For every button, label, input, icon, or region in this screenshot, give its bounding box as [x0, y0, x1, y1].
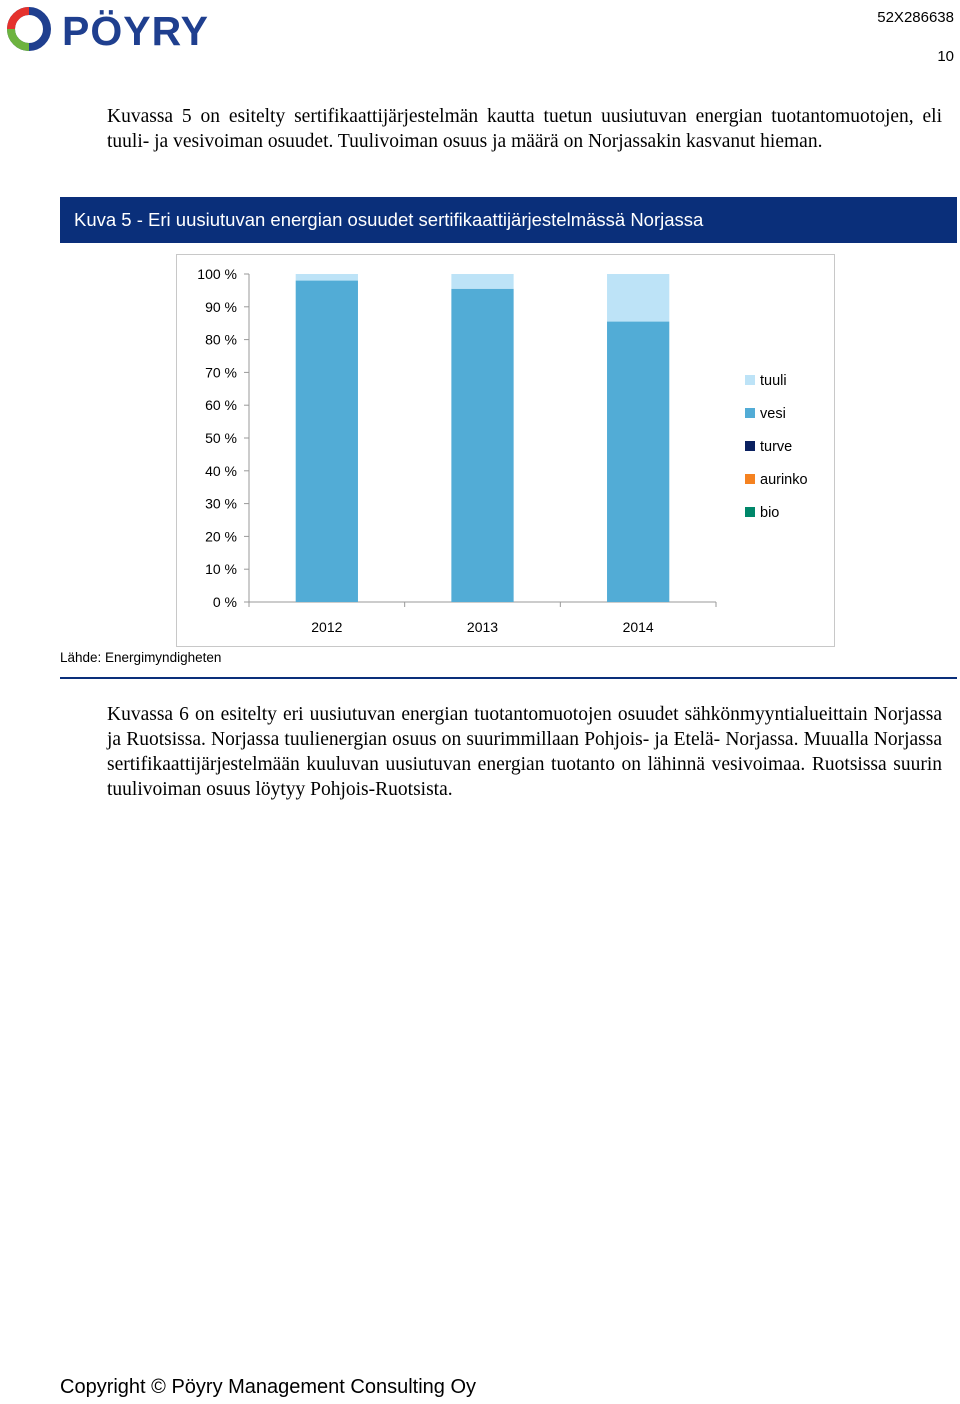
bar-tuuli-2013 — [451, 274, 513, 289]
poyry-logo-icon — [6, 6, 58, 52]
legend-swatch-turve — [745, 441, 755, 451]
y-tick-label: 80 % — [205, 331, 237, 348]
legend-label-bio: bio — [760, 505, 780, 521]
legend-swatch-tuuli — [745, 375, 755, 385]
legend-label-tuuli: tuuli — [760, 373, 787, 389]
legend-label-turve: turve — [760, 439, 793, 455]
paragraph-regions: Kuvassa 6 on esitelty eri uusiutuvan energian tuotantomuotojen osuudet sähkönmyyntialueittain Norjassa ja Ruotsissa. Norjassa tuulienergian osuus on suurimmillaan Pohjois- ja Etelä- Norjassa. Muualla Norjassa sertifikaattijärjestelmään kuuluvan uusiutuvan energian tuotanto on lähinnä vesivoimaa. Ruotsissa suurin tuulivoiman osuus löytyy Pohjois-Ruotsista. — [107, 704, 942, 800]
x-tick-label: 2013 — [466, 619, 499, 635]
figure-divider — [60, 677, 957, 679]
x-tick-label: 2014 — [622, 619, 654, 635]
stacked-bar-chart — [177, 255, 836, 648]
legend-swatch-vesi — [745, 408, 755, 418]
y-tick-label: 0 % — [212, 594, 237, 610]
footer-copyright: Copyright © Pöyry Management Consulting Oy — [60, 1376, 477, 1398]
paragraph-intro: Kuvassa 5 on esitelty sertifikaattijärjestelmän kautta tuetun uusiutuvan energian tuotantomuotojen, eli tuuli- ja vesivoiman osuudet. Tuulivoiman osuus ja määrä on Norjassakin kasvanut hieman. — [107, 106, 942, 152]
legend-label-vesi: vesi — [760, 406, 786, 422]
bar-vesi-2012 — [296, 281, 358, 602]
legend-swatch-aurinko — [745, 474, 755, 484]
y-tick-label: 100 % — [197, 266, 237, 282]
bar-tuuli-2014 — [607, 274, 669, 322]
page-number: 10 — [937, 48, 954, 65]
legend-swatch-bio — [745, 507, 755, 517]
bar-vesi-2013 — [451, 289, 513, 602]
document-code: 52X286638 — [877, 9, 954, 26]
bar-vesi-2014 — [607, 322, 669, 602]
poyry-logo — [6, 6, 246, 52]
chart-frame — [176, 254, 835, 647]
y-tick-label: 70 % — [205, 364, 237, 381]
bar-tuuli-2012 — [296, 274, 358, 281]
legend-label-aurinko: aurinko — [760, 472, 808, 488]
y-tick-label: 60 % — [205, 397, 237, 414]
figure-title: Kuva 5 - Eri uusiutuvan energian osuudet sertifikaattijärjestelmässä Norjassa — [60, 197, 957, 243]
x-tick-label: 2012 — [311, 619, 343, 635]
logo-wordmark: PÖYRY — [62, 8, 210, 54]
y-tick-label: 10 % — [205, 561, 237, 578]
y-tick-label: 30 % — [205, 495, 237, 512]
y-tick-label: 90 % — [205, 298, 237, 315]
y-tick-label: 40 % — [205, 462, 237, 479]
y-tick-label: 20 % — [205, 528, 237, 545]
figure-source: Lähde: Energimyndigheten — [60, 650, 222, 665]
y-tick-label: 50 % — [205, 430, 237, 446]
